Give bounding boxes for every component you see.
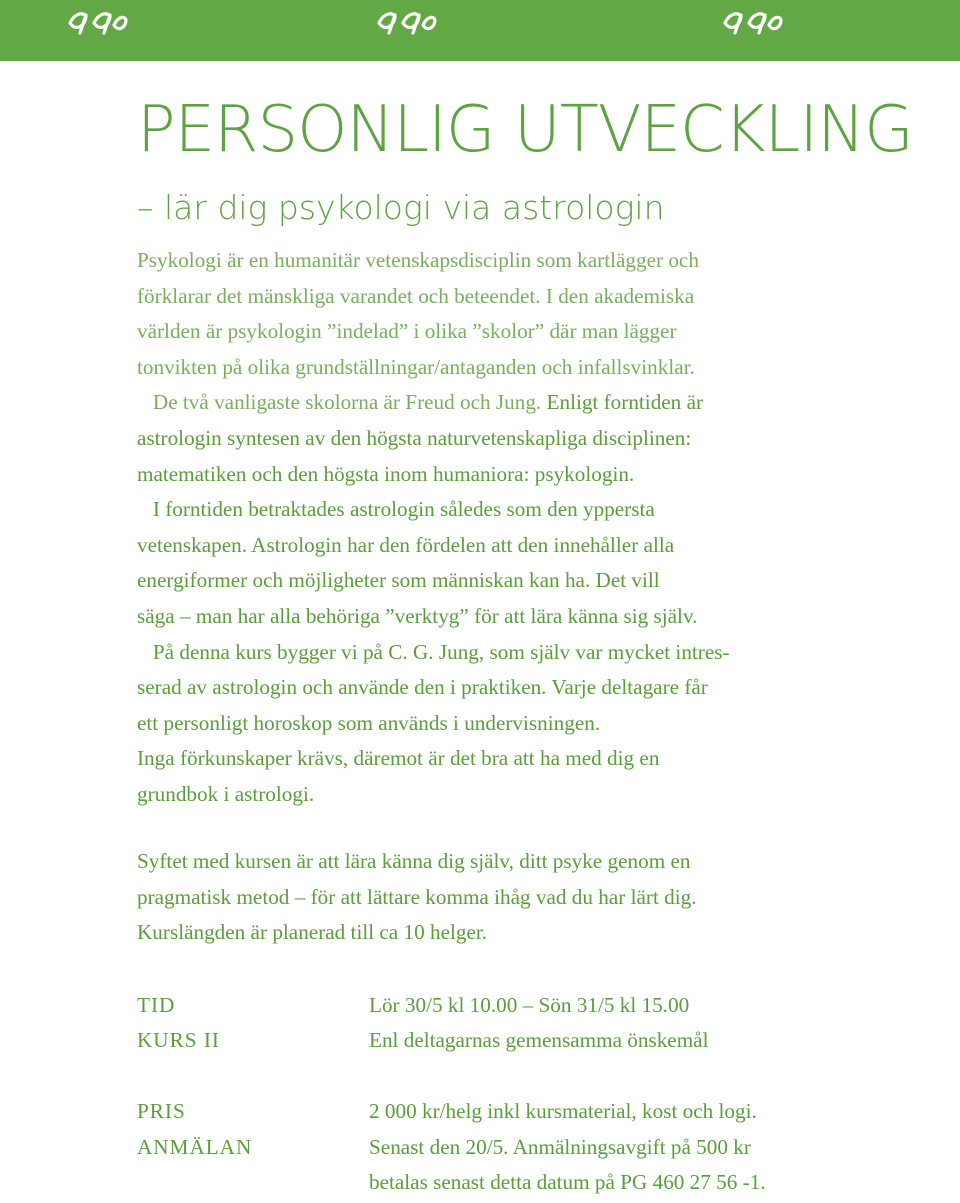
text-line: Inga förkunskaper krävs, däremot är det bra att ha med dig en bbox=[137, 746, 660, 771]
text-line: tonvikten på olika grundställningar/antaganden och infallsvinklar. bbox=[137, 354, 695, 379]
tid-value: Lör 30/5 kl 10.00 – Sön 31/5 kl 15.00 bbox=[369, 993, 690, 1017]
leaf-pair-icon bbox=[376, 6, 438, 40]
leaf-pair-icon bbox=[67, 6, 129, 40]
text-line: ett personligt horoskop som används i undervisningen. bbox=[137, 710, 601, 735]
anmalan-label: ANMÄLAN bbox=[137, 1135, 253, 1159]
text-line: astrologin syntesen av den högsta naturvetenskapliga disciplinen: bbox=[137, 425, 692, 450]
leaf-pair-icon bbox=[722, 6, 784, 40]
intro-paragraph bbox=[137, 243, 927, 813]
page-title: PERSONLIG UTVECKLING bbox=[137, 93, 913, 167]
text-line bbox=[137, 385, 927, 421]
anmalan-value-continued: betalas senast detta datum på PG 460 27 56 -1. bbox=[369, 1170, 766, 1194]
purpose-paragraph bbox=[137, 844, 927, 951]
tid-label: TID bbox=[137, 993, 176, 1017]
text-line: Syftet med kursen är att lära känna dig själv, ditt psyke genom en bbox=[137, 849, 691, 873]
pris-label: PRIS bbox=[137, 1099, 186, 1123]
text-line: Kurslängden är planerad till ca 10 helger. bbox=[137, 920, 488, 945]
anmalan-value: Senast den 20/5. Anmälningsavgift på 500 kr bbox=[369, 1135, 751, 1159]
page-subtitle: – lär dig psykologi via astrologin bbox=[137, 188, 665, 227]
pris-value: 2 000 kr/helg inkl kursmaterial, kost och logi. bbox=[369, 1099, 757, 1123]
text-line: världen är psykologin ”indelad” i olika ”skolor” där man lägger bbox=[137, 319, 677, 344]
kurs-value: Enl deltagarnas gemensamma önskemål bbox=[369, 1028, 709, 1052]
text-line: serad av astrologin och använde den i praktiken. Varje deltagare får bbox=[137, 675, 708, 700]
text-line: På denna kurs bygger vi på C. G. Jung, som själv var mycket intres- bbox=[137, 639, 730, 664]
text-fragment: De två vanligaste skolorna är Freud och Jung. bbox=[137, 390, 542, 415]
text-line: vetenskapen. Astrologin har den fördelen att den innehåller alla bbox=[137, 532, 675, 557]
text-line: I forntiden betraktades astrologin således som den yppersta bbox=[137, 497, 655, 522]
kurs-label: KURS II bbox=[137, 1028, 220, 1052]
text-line: pragmatisk metod – för att lättare komma ihåg vad du har lärt dig. bbox=[137, 884, 697, 909]
text-line: säga – man har alla behöriga ”verktyg” för att lära känna sig själv. bbox=[137, 603, 698, 628]
text-line: förklarar det mänskliga varandet och beteendet. I den akademiska bbox=[137, 283, 695, 308]
text-line: energiformer och möjligheter som människan kan ha. Det vill bbox=[137, 568, 660, 593]
header-band bbox=[0, 0, 960, 61]
text-line: matematiken och den högsta inom humaniora: psykologin. bbox=[137, 461, 635, 486]
text-line: grundbok i astrologi. bbox=[137, 781, 315, 806]
text-fragment: Enligt forntiden är bbox=[541, 390, 704, 415]
text-line: Psykologi är en humanitär vetenskapsdisciplin som kartlägger och bbox=[137, 248, 699, 272]
